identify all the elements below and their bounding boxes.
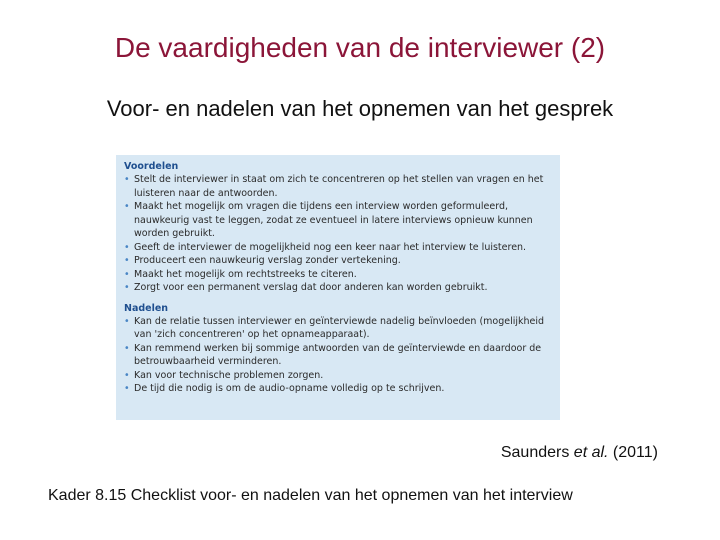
credit-year: (2011)	[608, 444, 658, 461]
list-item-text: Produceert een nauwkeurig verslag zonder vertekening.	[134, 255, 401, 266]
credit-etal: et al.	[573, 444, 609, 461]
figure-caption: Kader 8.15 Checklist voor- en nadelen van het opnemen van het interview	[48, 487, 573, 504]
slide-title: De vaardigheden van de interviewer (2)	[114, 32, 606, 63]
list-item	[124, 315, 552, 342]
bullet-icon: •	[124, 315, 130, 327]
source-credit	[501, 444, 658, 462]
bullet-icon: •	[124, 255, 130, 266]
list-item	[124, 281, 552, 295]
list-item	[124, 254, 552, 268]
bullet-icon: •	[124, 174, 130, 185]
list-item-text: De tijd die nodig is om de audio-opname volledig op te schrijven.	[134, 383, 445, 394]
list-item-text: Maakt het mogelijk om rechtstreeks te citeren.	[134, 268, 357, 280]
list-item	[124, 241, 552, 255]
disadvantages-heading: Nadelen	[124, 302, 169, 314]
list-item-text: Kan voor technische problemen zorgen.	[134, 369, 324, 381]
bullet-icon: •	[124, 201, 130, 212]
slide-subtitle: Voor- en nadelen van het opnemen van het gesprek	[106, 96, 614, 121]
list-item-text: Maakt het mogelijk om vragen die tijdens een interview worden geformuleerd, nauwkeurig vast te leggen, zodat ze eventueel in latere interviews opnieuw kunnen worden gebruikt.	[134, 201, 533, 239]
list-item	[124, 268, 552, 282]
list-item-text: Stelt de interviewer in staat om zich te concentreren op het stellen van vragen en het luisteren naar de antwoorden.	[134, 174, 544, 199]
advantages-list	[124, 173, 552, 295]
checklist-panel	[116, 155, 560, 420]
list-item	[124, 369, 552, 383]
bullet-icon: •	[124, 268, 130, 280]
bullet-icon: •	[124, 369, 130, 381]
advantages-heading: Voordelen	[124, 161, 179, 172]
disadvantages-list	[124, 315, 552, 396]
bullet-icon: •	[124, 342, 130, 354]
credit-author: Saunders	[500, 444, 574, 461]
bullet-icon: •	[124, 383, 130, 394]
list-item-text: Kan remmend werken bij sommige antwoorden van de geïnterviewde en daardoor de betrouwbaarheid verminderen.	[134, 342, 542, 367]
list-item	[124, 200, 552, 241]
list-item	[124, 382, 552, 396]
list-item-text: Kan de relatie tussen interviewer en geïnterviewde nadelig beïnvloeden (mogelijkheid van 'zich concentreren' op het opnameapparaat).	[134, 315, 545, 340]
list-item	[124, 173, 552, 200]
list-item-text: Zorgt voor een permanent verslag dat door anderen kan worden gebruikt.	[134, 282, 488, 293]
bullet-icon: •	[124, 241, 130, 253]
bullet-icon: •	[124, 282, 130, 293]
list-item-text: Geeft de interviewer de mogelijkheid nog een keer naar het interview te luisteren.	[134, 241, 527, 253]
list-item	[124, 342, 552, 369]
